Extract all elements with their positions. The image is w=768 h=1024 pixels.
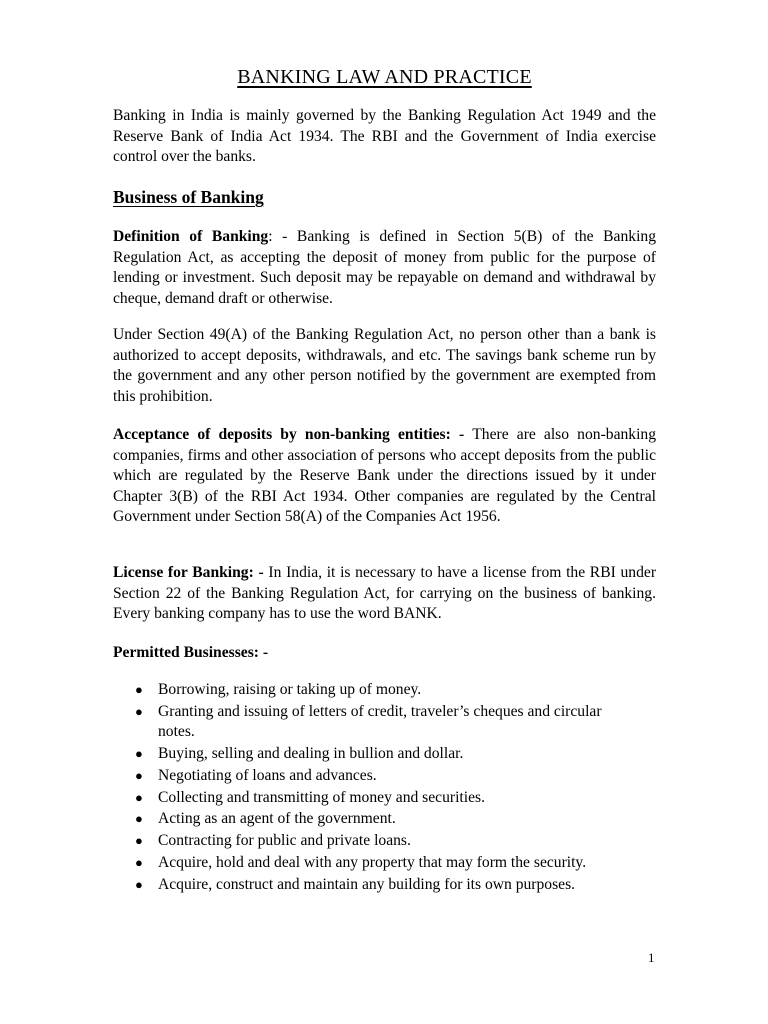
bullet-icon: ● xyxy=(135,789,143,805)
section49-paragraph: Under Section 49(A) of the Banking Regulation Act, no person other than a bank is authorized to accept deposits, withdrawals, and etc. The savings bank scheme run by the government and any other person notified by the government are exempted from this prohibition. xyxy=(113,326,656,405)
bullet-icon: ● xyxy=(135,746,143,762)
acceptance-text: There are also non-banking companies, firms and other association of persons who accept deposits from the public which are regulated by the Reserve Bank under the directions issued by it under Chapter 3(B) of the RBI Act 1934. Other companies are regulated by the Central Government under Section 58(A) of the Companies Act 1956. xyxy=(113,426,657,525)
bullet-icon: ● xyxy=(135,767,143,783)
page-number: 1 xyxy=(648,950,655,965)
definition-paragraph xyxy=(113,227,656,309)
acceptance-label: Acceptance of deposits by non-banking entities xyxy=(113,426,446,443)
bullet-icon: ● xyxy=(135,682,143,697)
list-item: ● Buying, selling and dealing in bullion and dollar. xyxy=(133,744,633,765)
license-separator: - xyxy=(253,564,269,581)
list-item: ● Acquire, construct and maintain any building for its own purposes. xyxy=(133,875,633,896)
acceptance-paragraph xyxy=(113,425,656,528)
bullet-icon: ● xyxy=(135,855,143,871)
license-paragraph xyxy=(113,563,656,625)
bullet-icon: ● xyxy=(135,811,143,827)
list-item: ● Acquire, hold and deal with any property that may form the security. xyxy=(133,853,633,874)
bullet-icon: ● xyxy=(135,703,143,719)
list-item: ● Negotiating of loans and advances. xyxy=(133,766,633,787)
business-of-banking-heading: Business of Banking xyxy=(113,187,264,207)
document-title: BANKING LAW AND PRACTICE xyxy=(237,66,532,88)
list-item: ● Acting as an agent of the government. xyxy=(133,809,633,830)
permitted-businesses-list xyxy=(133,680,633,897)
permitted-businesses-heading: Permitted Businesses: - xyxy=(113,644,269,661)
list-item: ● Granting and issuing of letters of credit, traveler’s cheques and circular notes. xyxy=(135,702,602,741)
acceptance-separator: : - xyxy=(445,426,473,443)
list-item: ● Collecting and transmitting of money and securities. xyxy=(133,788,633,809)
definition-text: Banking is defined in Section 5(B) of the Banking Regulation Act, as accepting the deposit of money from public for the purpose of lending or investment. Such deposit may be repayable on demand and withdrawal by cheque, demand draft or otherwise. xyxy=(113,228,656,307)
list-item: ● Contracting for public and private loans. xyxy=(133,831,633,852)
list-item: ● Borrowing, raising or taking up of money. xyxy=(133,680,633,701)
definition-separator: : - xyxy=(268,228,297,245)
intro-paragraph: Banking in India is mainly governed by the Banking Regulation Act 1949 and the Reserve Bank of India Act 1934. The RBI and the Government of India exercise control over the banks. xyxy=(113,107,656,165)
license-text: In India, it is necessary to have a license from the RBI under Section 22 of the Banking Regulation Act, for carrying on the business of banking. Every banking company has to use the word BANK. xyxy=(113,564,657,622)
license-label: License for Banking: xyxy=(113,564,254,581)
definition-label: Definition of Banking xyxy=(113,228,269,245)
bullet-icon: ● xyxy=(135,833,143,849)
bullet-icon: ● xyxy=(135,876,143,892)
